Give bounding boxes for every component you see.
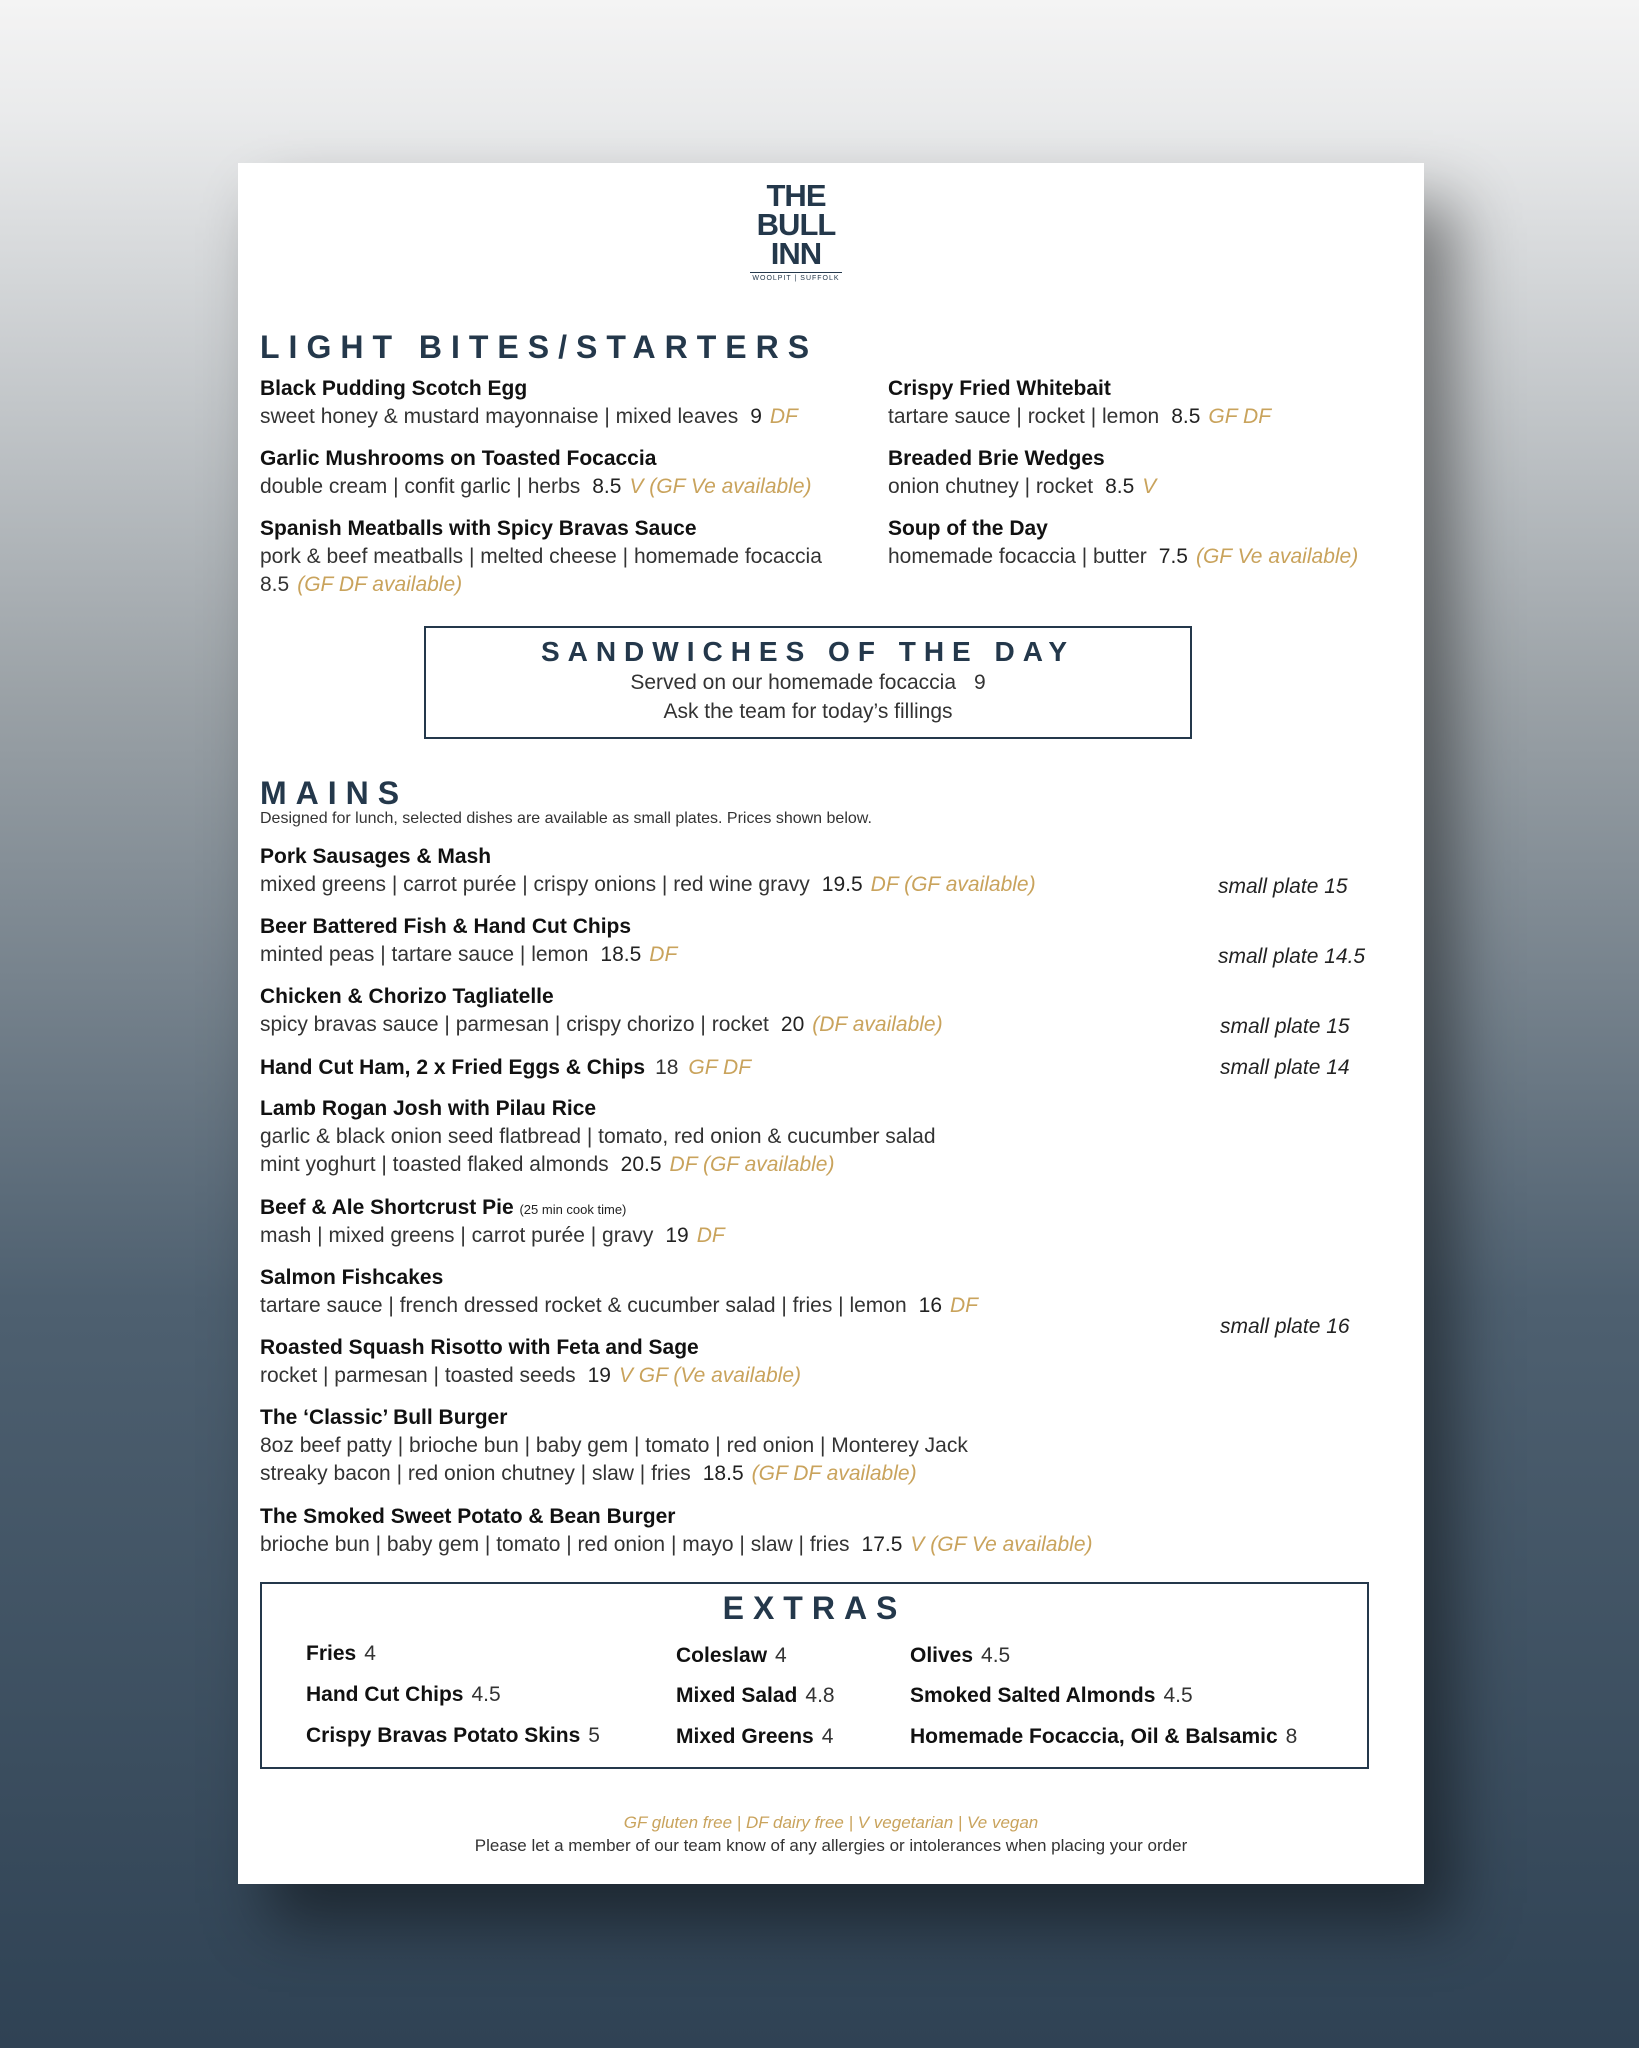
dish-desc-row xyxy=(260,1013,943,1037)
extra-name: Smoked Salted Almonds xyxy=(910,1684,1156,1707)
sandwich-fillings-note: Ask the team for today’s fillings xyxy=(663,700,953,723)
dish-desc: mixed greens | carrot purée | crispy onions | red wine gravy xyxy=(260,873,810,896)
dish-price: 18.5 xyxy=(702,1462,744,1485)
dish-price: 18 xyxy=(655,1056,679,1079)
dish-desc-row xyxy=(260,1462,968,1486)
dish-desc: onion chutney | rocket xyxy=(888,475,1094,498)
starter-item xyxy=(260,377,798,429)
diet-tags: (DF available) xyxy=(812,1013,943,1036)
extra-name: Mixed Greens xyxy=(676,1725,814,1748)
main-item xyxy=(260,1406,968,1486)
dish-desc: garlic & black onion seed flatbread | tomato, red onion & cucumber salad xyxy=(260,1125,936,1148)
dish-name: Beer Battered Fish & Hand Cut Chips xyxy=(260,915,632,938)
dish-price: 7.5 xyxy=(1158,545,1188,568)
logo-subtitle: WOOLPIT | SUFFOLK xyxy=(750,272,842,282)
extra-price: 4 xyxy=(821,1725,834,1748)
dish-desc: tartare sauce | rocket | lemon xyxy=(888,405,1160,428)
dish-name: Garlic Mushrooms on Toasted Focaccia xyxy=(260,447,657,470)
starter-item xyxy=(888,517,1358,569)
dish-price: 20 xyxy=(780,1013,805,1036)
logo-line-3: INN xyxy=(770,236,822,271)
diet-tags: V (GF Ve available) xyxy=(910,1533,1093,1556)
main-item xyxy=(260,985,943,1037)
dish-price: 8.5 xyxy=(1171,405,1201,428)
small-plate-price: small plate 15 xyxy=(1218,875,1348,898)
diet-tags: V GF (Ve available) xyxy=(618,1364,802,1387)
dish-price: 9 xyxy=(750,405,762,428)
small-plate-price: small plate 14.5 xyxy=(1218,945,1366,968)
dish-name: Black Pudding Scotch Egg xyxy=(260,377,528,400)
dish-name: Pork Sausages & Mash xyxy=(260,845,492,868)
menu-sheet xyxy=(238,163,1424,1884)
dish-desc-row xyxy=(260,1533,1093,1557)
dish-name: Spanish Meatballs with Spicy Bravas Sauce xyxy=(260,517,697,540)
section-title-extras: EXTRAS xyxy=(722,1590,907,1626)
dish-price: 20.5 xyxy=(620,1153,662,1176)
extra-item xyxy=(306,1724,600,1748)
extra-item xyxy=(910,1725,1297,1749)
dish-name: Salmon Fishcakes xyxy=(260,1266,444,1289)
dish-desc: brioche bun | baby gem | tomato | red onion | mayo | slaw | fries xyxy=(260,1533,850,1556)
diet-tags: DF (GF available) xyxy=(669,1153,835,1176)
dish-name: Beef & Ale Shortcrust Pie xyxy=(260,1196,514,1219)
dish-price: 19 xyxy=(587,1364,611,1387)
main-item xyxy=(260,1056,751,1080)
starter-item xyxy=(260,447,812,499)
dish-name-row xyxy=(260,1196,725,1220)
small-plate-price: small plate 15 xyxy=(1220,1015,1350,1038)
extra-item xyxy=(910,1644,1010,1668)
diet-tags: DF xyxy=(696,1224,725,1247)
extra-name: Homemade Focaccia, Oil & Balsamic xyxy=(910,1725,1278,1748)
mains-subtitle: Designed for lunch, selected dishes are available as small plates. Prices shown below. xyxy=(260,810,872,827)
sandwich-price: 9 xyxy=(974,671,986,694)
dish-desc: sweet honey & mustard mayonnaise | mixed leaves xyxy=(260,405,739,428)
main-item xyxy=(260,1097,936,1177)
dish-desc: streaky bacon | red onion chutney | slaw | fries xyxy=(260,1462,691,1485)
extra-price: 4.5 xyxy=(1163,1684,1193,1707)
dish-desc: tartare sauce | french dressed rocket & cucumber salad | fries | lemon xyxy=(260,1294,907,1317)
small-plate-price: small plate 16 xyxy=(1220,1315,1350,1338)
extra-price: 5 xyxy=(588,1724,600,1747)
dish-desc-row xyxy=(260,1364,801,1388)
dish-name-row xyxy=(260,1056,751,1080)
sandwich-desc: Served on our homemade focaccia xyxy=(630,671,956,694)
extra-name: Coleslaw xyxy=(676,1644,768,1667)
extra-name: Hand Cut Chips xyxy=(306,1683,464,1706)
dish-desc-row xyxy=(260,1153,936,1177)
starter-item xyxy=(260,517,822,597)
extra-price: 4.8 xyxy=(805,1684,835,1707)
starter-item xyxy=(888,377,1271,429)
dish-name: Breaded Brie Wedges xyxy=(888,447,1105,470)
extra-name: Crispy Bravas Potato Skins xyxy=(306,1724,581,1747)
dish-desc-row xyxy=(260,1224,725,1248)
dish-desc: homemade focaccia | butter xyxy=(888,545,1147,568)
dish-price: 17.5 xyxy=(861,1533,903,1556)
extra-item xyxy=(306,1642,376,1666)
cook-time-note: (25 min cook time) xyxy=(519,1202,627,1217)
extra-item xyxy=(306,1683,501,1707)
dish-desc-row xyxy=(260,1294,978,1318)
dish-price: 8.5 xyxy=(260,573,290,596)
sandwiches-box xyxy=(424,626,1192,739)
extras-box xyxy=(260,1582,1369,1769)
dish-desc-row xyxy=(888,405,1271,429)
extra-item xyxy=(676,1644,787,1668)
dish-price-row xyxy=(260,573,822,597)
extra-price: 4.5 xyxy=(471,1683,501,1706)
dietary-key: GF gluten free | DF dairy free | V vegetarian | Ve vegan xyxy=(623,1813,1039,1832)
starter-item xyxy=(888,447,1156,499)
main-item xyxy=(260,845,1036,897)
extra-price: 4 xyxy=(775,1644,787,1667)
extra-item xyxy=(676,1725,833,1749)
dish-name: Hand Cut Ham, 2 x Fried Eggs & Chips xyxy=(260,1056,646,1079)
dish-name: Crispy Fried Whitebait xyxy=(888,377,1111,400)
dish-desc-row xyxy=(260,475,812,499)
bull-inn-logo xyxy=(750,178,842,282)
dish-name: Chicken & Chorizo Tagliatelle xyxy=(260,985,554,1008)
extra-price: 8 xyxy=(1285,1725,1298,1748)
sandwich-desc-row xyxy=(426,668,1190,697)
dish-name: The Smoked Sweet Potato & Bean Burger xyxy=(260,1505,676,1528)
dish-desc: mint yoghurt | toasted flaked almonds xyxy=(260,1153,609,1176)
dish-name: Soup of the Day xyxy=(888,517,1048,540)
dish-name: Lamb Rogan Josh with Pilau Rice xyxy=(260,1097,597,1120)
extra-price: 4 xyxy=(364,1642,376,1665)
dish-price: 8.5 xyxy=(592,475,622,498)
dish-price: 19 xyxy=(665,1224,689,1247)
diet-tags: DF (GF available) xyxy=(870,873,1036,896)
section-title-mains: MAINS xyxy=(260,775,409,811)
small-plate-price: small plate 14 xyxy=(1220,1056,1350,1079)
dish-desc-row xyxy=(888,475,1156,499)
dish-desc-row xyxy=(888,545,1358,569)
dish-desc: pork & beef meatballs | melted cheese | homemade focaccia xyxy=(260,545,822,568)
extra-name: Olives xyxy=(910,1644,974,1667)
diet-tags: V xyxy=(1142,475,1157,498)
main-item xyxy=(260,915,677,967)
dish-desc-row xyxy=(260,873,1036,897)
dish-name: Roasted Squash Risotto with Feta and Sage xyxy=(260,1336,699,1359)
dish-desc: 8oz beef patty | brioche bun | baby gem | tomato | red onion | Monterey Jack xyxy=(260,1434,968,1457)
diet-tags: GF DF xyxy=(688,1056,752,1079)
extra-name: Mixed Salad xyxy=(676,1684,798,1707)
dish-desc-row xyxy=(260,943,677,967)
diet-tags: GF DF xyxy=(1208,405,1272,428)
extra-item xyxy=(910,1684,1193,1708)
dish-desc-row xyxy=(260,405,798,429)
diet-tags: (GF DF available) xyxy=(297,573,463,596)
main-item xyxy=(260,1336,801,1388)
diet-tags: V (GF Ve available) xyxy=(629,475,812,498)
extra-item xyxy=(676,1684,835,1708)
main-item xyxy=(260,1196,725,1248)
dish-price: 18.5 xyxy=(600,943,642,966)
main-item xyxy=(260,1266,978,1318)
dish-desc: minted peas | tartare sauce | lemon xyxy=(260,943,589,966)
allergy-notice: Please let a member of our team know of any allergies or intolerances when placing your order xyxy=(474,1836,1188,1855)
diet-tags: (GF DF available) xyxy=(751,1462,917,1485)
dish-desc: mash | mixed greens | carrot purée | gravy xyxy=(260,1224,654,1247)
section-title-sandwiches: SANDWICHES OF THE DAY xyxy=(540,636,1076,667)
dish-price: 8.5 xyxy=(1105,475,1135,498)
dish-desc: rocket | parmesan | toasted seeds xyxy=(260,1364,576,1387)
diet-tags: DF xyxy=(769,405,798,428)
diet-tags: DF xyxy=(649,943,678,966)
dish-name: The ‘Classic’ Bull Burger xyxy=(260,1406,508,1429)
diet-tags: DF xyxy=(950,1294,979,1317)
menu-footer xyxy=(238,1813,1424,1856)
dish-price: 16 xyxy=(918,1294,943,1317)
dish-price: 19.5 xyxy=(821,873,863,896)
main-item xyxy=(260,1505,1093,1557)
section-title-starters: LIGHT BITES/STARTERS xyxy=(260,329,819,365)
dish-desc: double cream | confit garlic | herbs xyxy=(260,475,581,498)
extra-price: 4.5 xyxy=(981,1644,1011,1667)
extra-name: Fries xyxy=(306,1642,357,1665)
logo-line-1: THE xyxy=(766,178,826,213)
dish-desc: spicy bravas sauce | parmesan | crispy chorizo | rocket xyxy=(260,1013,769,1036)
logo-line-2: BULL xyxy=(756,207,836,242)
diet-tags: (GF Ve available) xyxy=(1195,545,1359,568)
